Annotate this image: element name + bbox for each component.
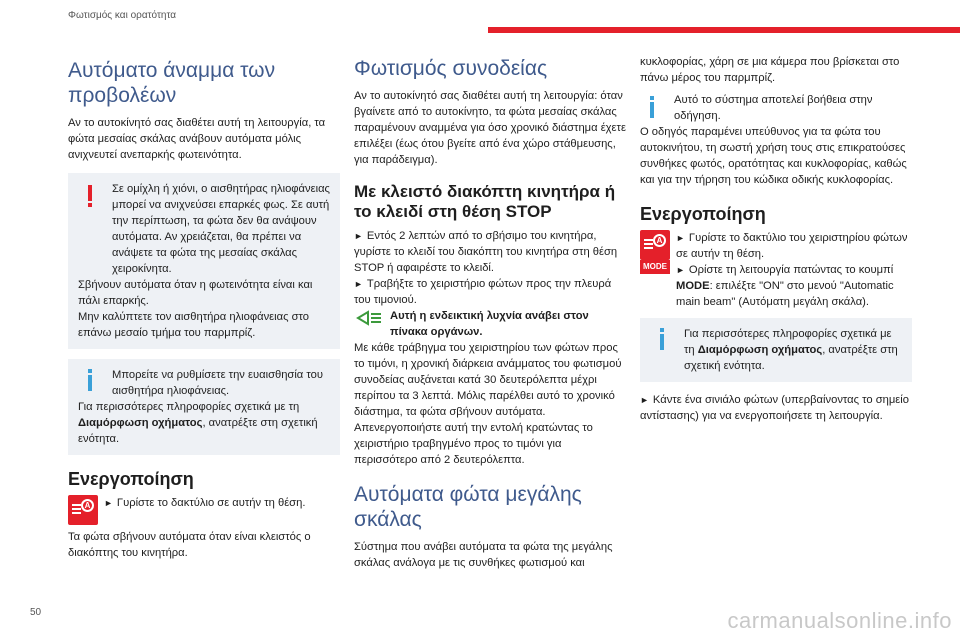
mode-button-icon: MODE	[640, 260, 670, 274]
step-1	[68, 495, 340, 529]
step-1-text: Εντός 2 λεπτών από το σβήσιμο του κινητήρα, γυρίστε το κλειδί του διακόπτη του κινητήρα στη θέση STOP ή αφαιρέστε το κλειδί.	[354, 230, 618, 274]
heading-guide-me-home: Φωτισμός συνοδείας	[354, 57, 548, 80]
info-text-2a: Για περισσότερες πληροφορίες σχετικά με τη	[78, 401, 300, 413]
info-link-vehicle-config: Διαμόρφωση οχήματος	[78, 417, 203, 429]
paragraph-2: Με κάθε τράβηγμα του χειριστηρίου των φώτων προς το τιμόνι, η χρονική διάρκεια ανάμματος του φωτισμού συνοδείας αυξάνεται κατά 30 δευτερόλεπτα μέχρι περίπου τα 3 λεπτά. Μόλις παρέλθει αυτό το χρονικό διάστημα, τα φώτα σβήνουν αυτόματα.	[354, 342, 622, 418]
warning-icon	[88, 185, 93, 207]
info-note	[640, 92, 912, 188]
step-3-text: Κάντε ένα σινιάλο φώτων (υπερβαίνοντας το σημείο αντίστασης) για να ενεργοποιήσετε τη λειτουργία.	[640, 394, 909, 422]
step-2c: : επιλέξτε "ON" στο μενού "Automatic main beam" (Αυτόματη μεγάλη σκάλα).	[676, 280, 894, 308]
step-3	[640, 392, 912, 424]
heading-ignition-off: Με κλειστό διακόπτη κινητήρα ή το κλειδί στη θέση STOP	[354, 182, 616, 221]
info-icon	[650, 96, 655, 118]
column-2	[354, 56, 626, 571]
arrow-icon: ►	[354, 279, 363, 289]
column-1	[68, 58, 340, 561]
step-2	[354, 276, 626, 308]
warning-box	[68, 173, 340, 349]
info-text-2c: , ανατρέξτε στη σχετική ενότητα.	[78, 417, 318, 445]
warning-lamp-label: Αυτή η ενδεικτική λυχνία ανάβει στον πίνακα οργάνων.	[390, 310, 589, 338]
heading-auto-headlamps: Αυτόματο άναμμα των προβολέων	[68, 59, 276, 107]
info-text-2	[78, 399, 330, 447]
step-1-text	[676, 230, 912, 262]
info-lead: Αυτό το σύστημα αποτελεί βοήθεια στην οδήγηση.	[674, 94, 873, 122]
paragraph-3: Απενεργοποιήστε αυτή την εντολή κρατώντας το χειριστήριο τραβηγμένο προς το τιμόνι για περισσότερο από 2 δευτερόλεπτα.	[354, 422, 593, 466]
info-rest: Ο οδηγός παραμένει υπεύθυνος για τα φώτα του αυτοκινήτου, τη σωστή χρήση τους στις επικρατούσες συνθήκες φωτός, ορατότητας και κυκλοφορίας, καθώς και για την τήρηση του κώδικα οδικής κυκλοφορίας.	[640, 126, 907, 186]
info-text-a: Για περισσότερες πληροφορίες σχετικά με τη	[684, 328, 892, 356]
running-header: Φωτισμός και ορατότητα	[68, 10, 177, 21]
auto-lights-icon: A	[640, 230, 670, 260]
watermark: carmanualsonline.info	[727, 608, 952, 633]
column-3	[640, 54, 912, 424]
info-icon	[660, 328, 665, 350]
info-text-c: , ανατρέξτε στη σχετική ενότητα.	[684, 344, 898, 372]
info-link-vehicle-config: Διαμόρφωση οχήματος	[697, 344, 823, 356]
arrow-icon: ►	[354, 231, 363, 241]
arrow-icon: ►	[640, 395, 649, 405]
arrow-icon: ►	[676, 233, 685, 243]
warning-lamp-text	[390, 308, 626, 340]
paragraph-2: Τα φώτα σβήνουν αυτόματα όταν είναι κλειστός ο διακόπτης του κινητήρα.	[68, 531, 311, 559]
heading-activation: Ενεργοποίηση	[640, 204, 766, 224]
warning-text-3: Μην καλύπτετε τον αισθητήρα ηλιοφάνειας στο επάνω μεσαίο τμήμα του παρμπρίζ.	[78, 311, 309, 339]
paragraph-4: Σύστημα που ανάβει αυτόματα τα φώτα της μεγάλης σκάλας ανάλογα με τις συνθήκες φωτισμού και	[354, 541, 613, 569]
header-accent-bar	[488, 27, 960, 33]
warning-text: Σε ομίχλη ή χιόνι, ο αισθητήρας ηλιοφάνειας μπορεί να ανιχνεύσει επαρκές φως. Σε αυτή την περίπτωση, τα φώτα δεν θα ανάψουν αυτόματα. Αν χρειάζεται, θα πρέπει να ανάψετε τα φώτα της μεσαίας σκάλας χειροκίνητα.	[112, 183, 330, 275]
paragraph: Αν το αυτοκίνητό σας διαθέτει αυτή τη λειτουργία, τα φώτα μεσαίας σκάλας ανάβουν αυτόματα μόλις ανιχνευτεί ανεπαρκής φωτεινότητα.	[68, 117, 326, 161]
info-box	[68, 359, 340, 455]
step-2-text: Τραβήξτε το χειριστήριο φώτων προς την πλευρά του τιμονιού.	[354, 278, 612, 306]
step-1-text: Γυρίστε το δακτύλιο σε αυτήν τη θέση.	[116, 497, 306, 509]
heading-activation: Ενεργοποίηση	[68, 469, 194, 489]
paragraph: κυκλοφορίας, χάρη σε μια κάμερα που βρίσκεται στο πάνω μέρος του παρμπρίζ.	[640, 56, 900, 84]
paragraph: Αν το αυτοκίνητό σας διαθέτει αυτή τη λειτουργία: όταν βγαίνετε από το αυτοκίνητο, τα φώτα μεσαίας σκάλας παραμένουν αναμμένα για όσο χρονικό διάστημα έχετε επιλέξει (έως ότου βγείτε από ένα χώρο στάθμευσης, για παράδειγμα).	[354, 90, 626, 166]
warning-text-2: Σβήνουν αυτόματα όταν η φωτεινότητα είναι και πάλι επαρκής.	[78, 279, 313, 307]
step-1	[354, 228, 626, 276]
guide-me-home-lamp-icon	[354, 308, 384, 328]
step-2a: Ορίστε τη λειτουργία πατώντας το κουμπί	[688, 264, 894, 276]
warning-lamp-row	[354, 308, 626, 340]
mode-label: MODE	[676, 280, 710, 292]
info-text: Μπορείτε να ρυθμίσετε την ευαισθησία του αισθητήρα ηλιοφάνειας.	[112, 369, 323, 397]
info-text	[650, 326, 902, 374]
arrow-icon: ►	[676, 265, 685, 275]
page-number: 50	[30, 607, 42, 618]
heading-auto-main-beam: Αυτόματα φώτα μεγάλης σκάλας	[354, 483, 582, 531]
auto-lights-icon: A	[68, 495, 98, 525]
arrow-icon: ►	[104, 498, 113, 508]
info-box	[640, 318, 912, 382]
step-2-text	[676, 262, 912, 310]
step-1-label: Γυρίστε το δακτύλιο του χειριστηρίου φώτων σε αυτήν τη θέση.	[676, 232, 908, 260]
step-text	[104, 495, 340, 511]
step-1	[640, 230, 912, 310]
info-icon	[88, 369, 93, 391]
